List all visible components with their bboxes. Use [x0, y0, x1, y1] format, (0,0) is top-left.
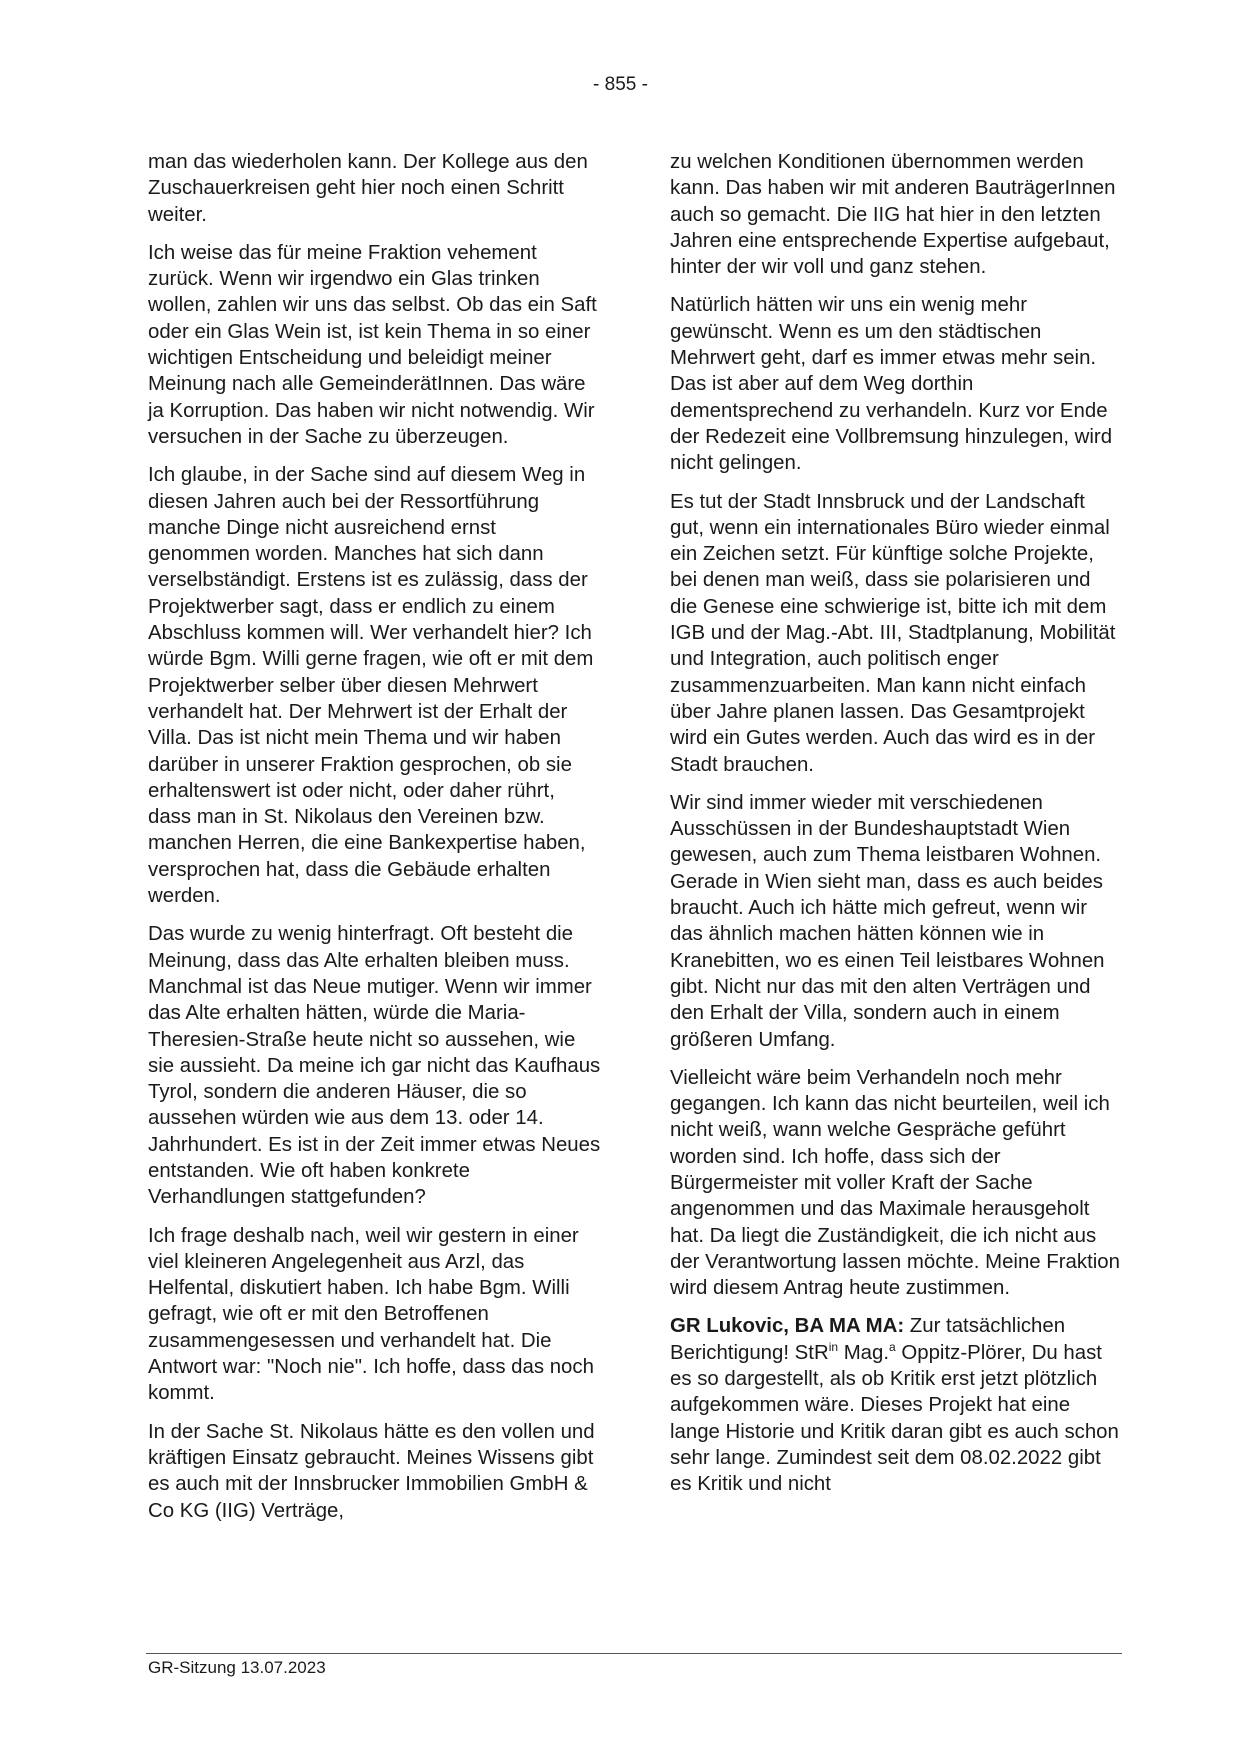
paragraph: zu welchen Konditionen übernommen werden kann. Das haben wir mit anderen BauträgerInnen auch so gemacht. Die IIG hat hier in den letzten Jahren eine entsprechende Expertise aufgebaut, hinter der wir voll und ganz stehen.: [670, 151, 1116, 279]
paragraph: man das wiederholen kann. Der Kollege aus den Zuschauerkreisen geht hier noch einen Schritt weiter.: [148, 151, 588, 226]
right-column: [670, 149, 1123, 1510]
paragraph: Natürlich hätten wir uns ein wenig mehr gewünscht. Wenn es um den städtischen Mehrwert geht, darf es immer etwas mehr sein. Das ist aber auf dem Weg dorthin dementsprechend zu verhandeln. Kurz vor Ende der Redezeit eine Vollbremsung hinzulegen, wird nicht gelingen.: [670, 294, 1113, 475]
speaker-name: GR Lukovic, BA MA MA:: [670, 1315, 905, 1338]
paragraph: Ich weise das für meine Fraktion vehement zurück. Wenn wir irgendwo ein Glas trinken wollen, zahlen wir uns das selbst. Ob das ein Saft oder ein Glas Wein ist, ist kein Thema in so einer wichtigen Entscheidung und beleidigt meiner Meinung nach alle GemeinderätInnen. Das wäre ja Korruption. Das haben wir nicht notwendig. Wir versuchen in der Sache zu überzeugen.: [148, 241, 597, 448]
left-column: [148, 149, 601, 1536]
paragraph: Wir sind immer wieder mit verschiedenen Ausschüssen in der Bundeshauptstadt Wien gewesen, auch zum Thema leistbaren Wohnen. Gerade in Wien sieht man, dass es auch beides braucht. Auch ich hätte mich gefreut, wenn wir das ähnlich machen hätten können wie in Kranebitten, wo es einen Teil leistbares Wohnen gibt. Nicht nur das mit den alten Verträgen und den Erhalt der Villa, sondern auch in einem größeren Umfang.: [670, 791, 1105, 1051]
superscript: a: [889, 1339, 896, 1354]
paragraph: Vielleicht wäre beim Verhandeln noch mehr gegangen. Ich kann das nicht beurteilen, weil ich nicht weiß, wann welche Gespräche geführt worden sind. Ich hoffe, dass sich der Bürgermeister mit voller Kraft der Sache angenommen und das Maximale herausgeholt hat. Da liegt die Zuständigkeit, die ich nicht aus der Verantwortung lassen möchte. Meine Fraktion wird diesem Antrag heute zustimmen.: [670, 1066, 1120, 1300]
paragraph: Ich frage deshalb nach, weil wir gestern in einer viel kleineren Angelegenheit aus Arzl, das Helfental, diskutiert haben. Ich habe Bgm. Willi gefragt, wie oft er mit den Betroffenen zusammengesessen und verhandelt hat. Die Antwort war: "Noch nie". Ich hoffe, dass das noch kommt.: [148, 1224, 594, 1405]
superscript: in: [828, 1339, 839, 1354]
paragraph: Das wurde zu wenig hinterfragt. Oft besteht die Meinung, dass das Alte erhalten bleiben muss. Manchmal ist das Neue mutiger. Wenn wir immer das Alte erhalten hätten, würde die Maria-Theresien-Straße heute nicht so aussehen, wie sie aussieht. Da meine ich gar nicht das Kaufhaus Tyrol, sondern die anderen Häuser, die so aussehen würden wie aus dem 13. oder 14. Jahrhundert. Es ist in der Zeit immer etwas Neues entstanden. Wie oft haben konkrete Verhandlungen stattgefunden?: [148, 923, 601, 1209]
paragraph: Ich glaube, in der Sache sind auf diesem Weg in diesen Jahren auch bei der Ressortführung manche Dinge nicht ausreichend ernst genommen worden. Manches hat sich dann verselbständigt. Erstens ist es zulässig, dass der Projektwerber sagt, dass er endlich zu einem Abschluss kommen will. Wer verhandelt hier? Ich würde Bgm. Willi gerne fragen, wie oft er mit dem Projektwerber selber über diesen Mehrwert verhandelt hat. Der Mehrwert ist der Erhalt der Villa. Das ist nicht mein Thema und wir haben darüber in unserer Fraktion gesprochen, ob sie erhaltenswert ist oder nicht, oder daher rührt, dass man in St. Nikolaus den Vereinen bzw. manchen Herren, die eine Bankexpertise haben, versprochen hat, dass die Gebäude erhalten werden.: [148, 464, 594, 908]
page-number: - 855 -: [593, 74, 648, 95]
paragraph-text: Oppitz-Plörer, Du hast es so dargestellt, als ob Kritik erst jetzt plötzlich aufgekommen wäre. Dieses Projekt hat eine lange Historie und Kritik daran gibt es auch schon sehr lange. Zumindest seit dem 08.02.2022 gibt es Kritik und nicht: [670, 1341, 1119, 1496]
paragraph: Es tut der Stadt Innsbruck und der Landschaft gut, wenn ein internationales Büro wieder einmal ein Zeichen setzt. Für künftige solche Projekte, bei denen man weiß, dass sie polarisieren und die Genese eine schwierige ist, bitte ich mit dem IGB und der Mag.-Abt. III, Stadtplanung, Mobilität und Integration, auch politisch enger zusammenzuarbeiten. Man kann nicht einfach über Jahre planen lassen. Das Gesamtprojekt wird ein Gutes werden. Auch das wird es in der Stadt brauchen.: [670, 490, 1116, 776]
footer-text: GR-Sitzung 13.07.2023: [148, 1658, 326, 1677]
paragraph-text: Mag.: [838, 1341, 890, 1364]
footer-divider: [146, 1653, 1122, 1654]
paragraph: In der Sache St. Nikolaus hätte es den vollen und kräftigen Einsatz gebraucht. Meines Wissens gibt es auch mit der Innsbrucker Immobilien GmbH & Co KG (IIG) Verträge,: [148, 1420, 595, 1522]
speaker-paragraph: [670, 1313, 1123, 1497]
paragraph-text: Zur tatsächlichen Berichtigung! StR: [670, 1315, 1066, 1364]
